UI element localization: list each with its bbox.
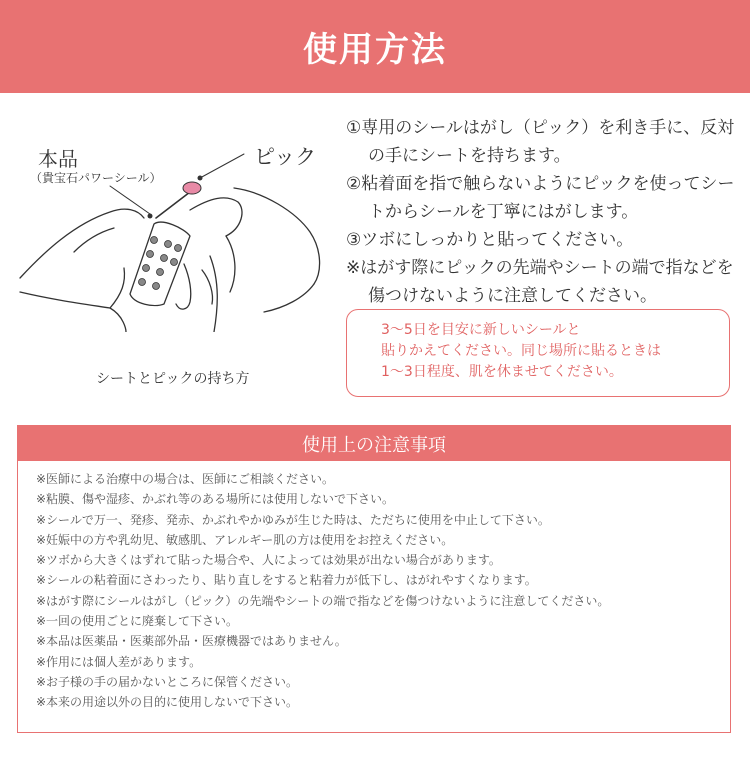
notice-line: 1～3日程度、肌を休ませてください。 [381,364,623,380]
caution-item: ※シールで万一、発疹、発赤、かぶれやかゆみが生じた時は、ただちに使用を中止して下さい。 [36,512,550,527]
caution-item: ※作用には個人差があります。 [36,654,202,669]
caution-item: ※一回の使用ごとに廃棄して下さい。 [36,614,239,629]
notice-line: 貼りかえてください。同じ場所に貼るときは [381,343,661,359]
cautions-title: 使用上の注意事項 [18,426,730,461]
caution-item: ※本来の用途以外の目的に使用しないで下さい。 [36,695,299,710]
caution-item: ※本品は医薬品・医薬部外品・医療機器ではありません。 [36,634,347,649]
cautions-list [18,461,730,713]
product-sublabel: （貴宝石パワーシール） [30,171,162,185]
step-2: ②粘着面を指で触らないようにピックを使ってシートからシールを丁寧にはがします。 [346,174,735,222]
pick-label: ピック [254,145,317,169]
notice-line: 3～5日を目安に新しいシールと [381,322,581,338]
caution-item: ※粘膜、傷や湿疹、かぶれ等のある場所には使用しないで下さい。 [36,492,395,507]
caution-item: ※医師による治療中の場合は、医師にご相談ください。 [36,472,335,486]
cautions-section [17,425,731,733]
caution-item: ※お子様の手の届かないところに保管ください。 [36,674,299,689]
caution-item: ※ツボから大きくはずれて貼った場合や、人によっては効果が出ない場合があります。 [36,553,501,568]
page-header [0,0,750,93]
illustration-caption: シートとピックの持ち方 [96,371,250,387]
replacement-notice [346,309,730,397]
step-1: ①専用のシールはがし（ピック）を利き手に、反対の手にシートを持ちます。 [346,118,735,166]
step-note: ※はがす際にピックの先端やシートの端で指などを傷つけないように注意してください。 [346,258,734,306]
step-3: ③ツボにしっかりと貼ってください。 [346,230,634,250]
product-label: 本品 [38,147,78,171]
usage-steps [346,114,738,310]
caution-item: ※妊娠中の方や乳幼児、敏感肌、アレルギー肌の方は使用をお控えください。 [36,532,454,547]
caution-item: ※シールの粘着面にさわったり、貼り直しをすると粘着力が低下し、はがれやすくなります。 [36,573,537,588]
page-title: 使用方法 [303,30,447,70]
caution-item: ※はがす際にシールはがし（ピック）の先端やシートの端で指などを傷つけないように注意してください。 [36,593,610,608]
